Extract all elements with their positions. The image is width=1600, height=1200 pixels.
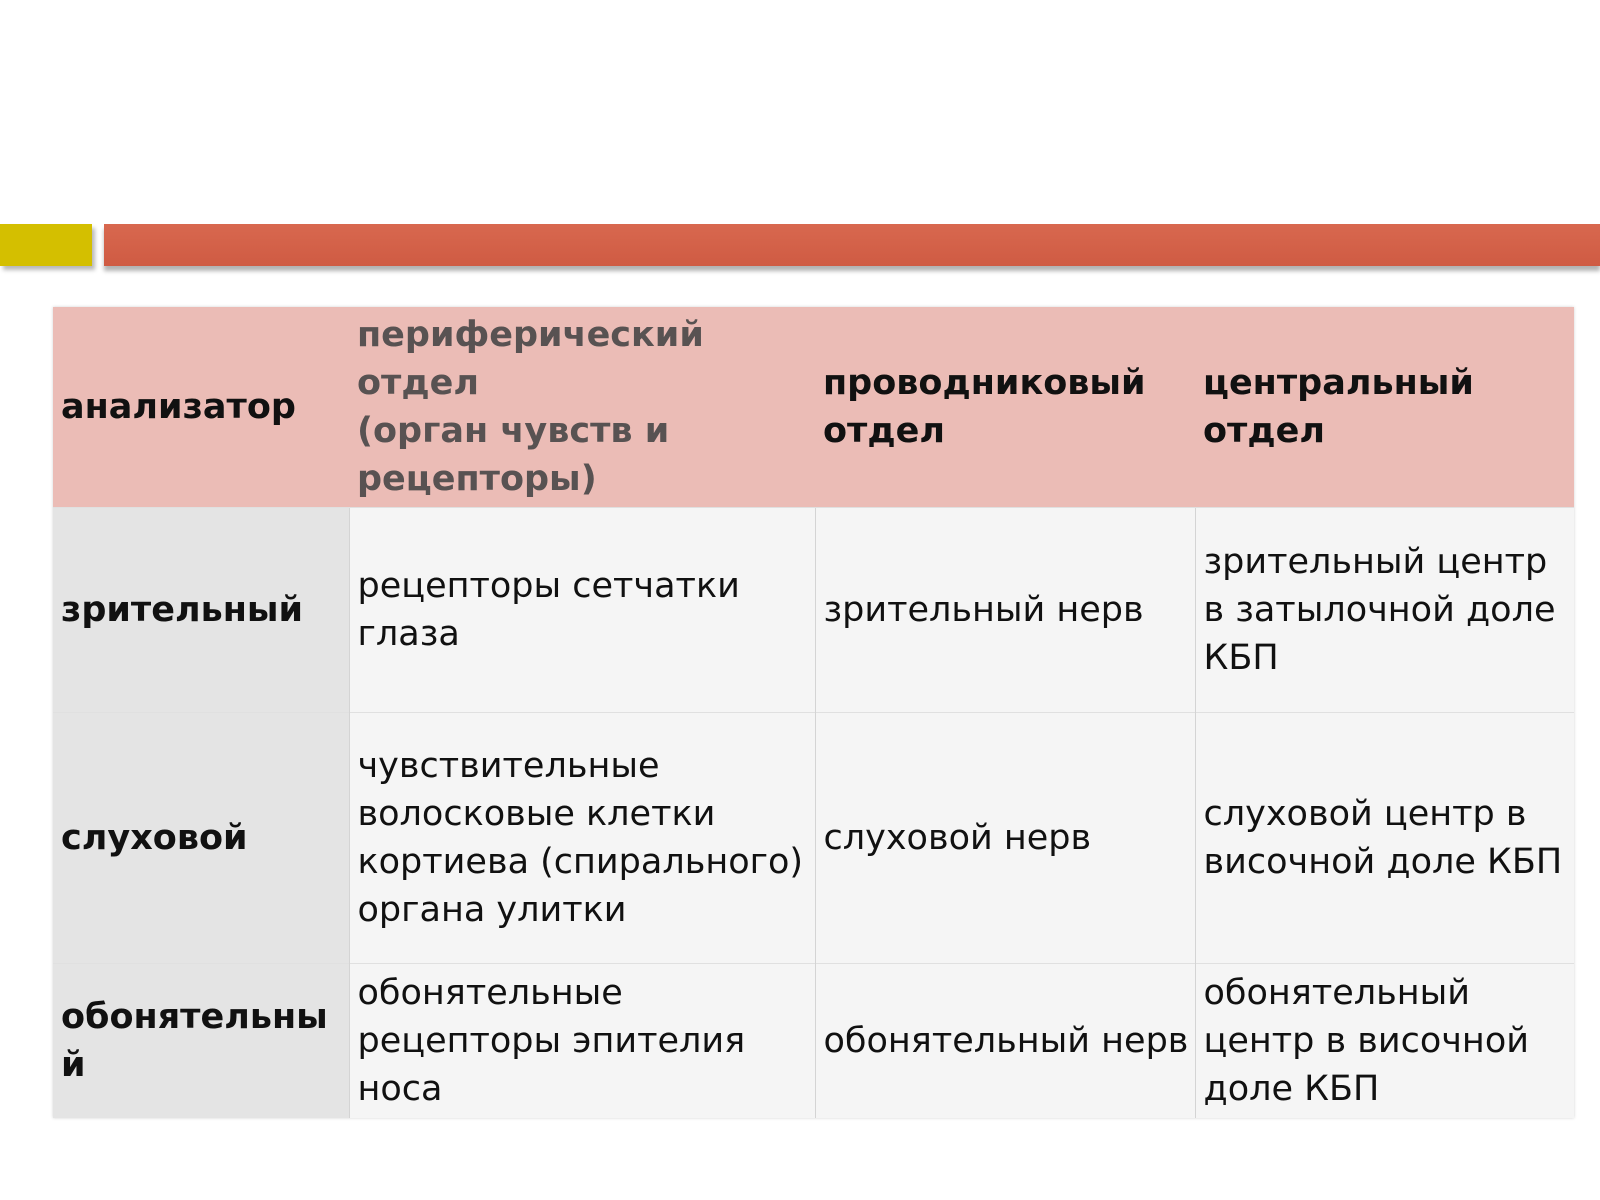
table-row	[53, 964, 1574, 1119]
header-peripheral-subtitle: (орган чувств и рецепторы)	[357, 411, 670, 499]
accent-bar-red	[104, 224, 1600, 266]
header-row	[53, 307, 1574, 508]
row-analyzer: обонятельный	[53, 964, 349, 1119]
row-peripheral: чувствительные волосковые клетки кортиева (спирального) органа улитки	[349, 713, 815, 964]
table-row	[53, 508, 1574, 713]
row-analyzer: зрительный	[53, 508, 349, 713]
accent-bar-yellow	[0, 224, 92, 266]
table-row	[53, 713, 1574, 964]
row-conductive: зрительный нерв	[815, 508, 1195, 713]
header-conductive: проводниковый отдел	[815, 307, 1195, 508]
row-central: зрительный центр в затылочной доле КБП	[1195, 508, 1574, 713]
row-conductive: обонятельный нерв	[815, 964, 1195, 1119]
row-analyzer: слуховой	[53, 713, 349, 964]
row-peripheral: рецепторы сетчатки глаза	[349, 508, 815, 713]
table	[53, 307, 1574, 1118]
header-analyzer: анализатор	[53, 307, 349, 508]
row-central: слуховой центр в височной доле КБП	[1195, 713, 1574, 964]
row-conductive: слуховой нерв	[815, 713, 1195, 964]
row-central: обонятельный центр в височной доле КБП	[1195, 964, 1574, 1119]
header-central: центральный отдел	[1195, 307, 1574, 508]
table-body	[53, 508, 1574, 1119]
analyzer-table	[53, 307, 1574, 1118]
table-header	[53, 307, 1574, 508]
row-peripheral: обонятельные рецепторы эпителия носа	[349, 964, 815, 1119]
header-peripheral-title: периферический отдел	[357, 315, 704, 403]
header-peripheral	[349, 307, 815, 508]
